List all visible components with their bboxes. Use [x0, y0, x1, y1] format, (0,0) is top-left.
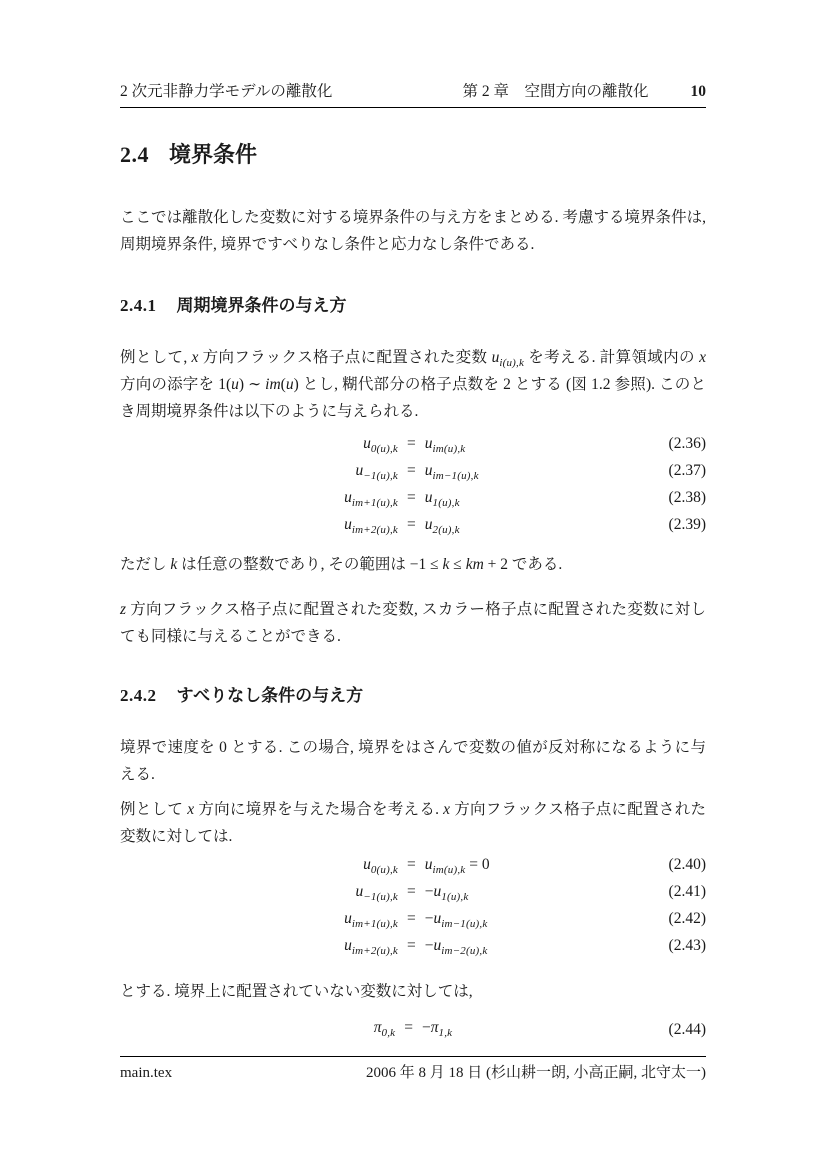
non-boundary-paragraph: とする. 境界上に配置されていない変数に対しては, [120, 983, 473, 1000]
equation-row [120, 489, 706, 516]
equation-row [120, 856, 706, 883]
equation-row [120, 937, 706, 964]
subsection-number: 2.4.1 [120, 296, 157, 315]
noslip-example-paragraph: 例として x 方向に境界を与えた場合を考える. x 方向フラックス格子点に配置された変数に対しては. [120, 801, 706, 845]
equation-rhs: $u_{im(u),k}$ [424, 435, 466, 456]
equation-lhs: $u_{im+2(u),k}$ [344, 516, 398, 537]
equation-lhs: $u_{-1(u),k}$ [355, 883, 398, 904]
subsection-number: 2.4.2 [120, 686, 157, 705]
equation-rhs: $u_{im(u),k} = 0$ [424, 856, 490, 877]
intro-paragraph: ここでは離散化した変数に対する境界条件の与え方をまとめる. 考慮する境界条件は, 周期境界条件, 境界ですべりなし条件と応力なし条件である. [120, 209, 706, 253]
equation-row [120, 883, 706, 910]
noslip-intro-paragraph: 境界で速度を 0 とする. この場合, 境界をはさんで変数の値が反対称になるように与える. [120, 739, 706, 783]
page-footer [120, 1056, 706, 1082]
equation-group-noslip [120, 856, 706, 964]
subsection-heading-noslip [120, 684, 706, 708]
equation-number: (2.43) [668, 937, 706, 954]
equation-relation: = [407, 856, 416, 873]
equation-number: (2.37) [668, 462, 706, 479]
equation-number: (2.39) [668, 516, 706, 533]
periodic-intro-paragraph: 例として, x 方向フラックス格子点に配置された変数 $u_{i(u),k}$ を考える. 計算領域内の x 方向の添字を 1(u) ∼ im(u) とし, 糊代部分の格子点数を 2 とする (図 1.2 参照). このとき周期境界条件は以下のように与えられる. [120, 349, 706, 420]
equation-rhs: $u_{1(u),k}$ [424, 489, 460, 510]
equation-number: (2.40) [668, 856, 706, 873]
equation-lhs: $u_{im+1(u),k}$ [344, 910, 398, 931]
subsection-title: すべりなし条件の与え方 [176, 686, 364, 705]
equation-number: (2.42) [668, 910, 706, 927]
equation-rhs: $-\pi_{1,k}$ [422, 1019, 453, 1040]
subsection-heading-periodic [120, 294, 706, 318]
running-head-chapter: 第 2 章 空間方向の離散化 [462, 83, 649, 100]
equation-lhs: $u_{-1(u),k}$ [355, 462, 398, 483]
equation-row [120, 516, 706, 543]
other-grids-paragraph: z 方向フラックス格子点に配置された変数, スカラー格子点に配置された変数に対しても同様に与えることができる. [120, 601, 706, 645]
page-content [120, 84, 706, 1046]
footer-filename: main.tex [120, 1065, 173, 1081]
equation-lhs: $u_{0(u),k}$ [363, 856, 398, 877]
equation-rhs: $u_{im-1(u),k}$ [424, 462, 479, 483]
section-number: 2.4 [120, 142, 149, 167]
equation-rhs: $u_{2(u),k}$ [424, 516, 460, 537]
equation-lhs: $u_{im+1(u),k}$ [344, 489, 398, 510]
equation-relation: = [407, 910, 416, 927]
subsection-title: 周期境界条件の与え方 [176, 296, 347, 315]
equation-relation: = [407, 516, 416, 533]
equation-lhs: $\pi_{0,k}$ [373, 1019, 396, 1040]
equation-relation: = [407, 937, 416, 954]
running-head-section: 2 次元非静力学モデルの離散化 [120, 83, 333, 100]
equation-rhs: $-u_{im-1(u),k}$ [424, 910, 488, 931]
footer-date-authors: 2006 年 8 月 18 日 (杉山耕一朗, 小高正嗣, 北守太一) [366, 1065, 706, 1081]
equation-rhs: $-u_{im-2(u),k}$ [424, 937, 488, 958]
equation-number: (2.41) [668, 883, 706, 900]
equation-number: (2.38) [668, 489, 706, 506]
page-number: 10 [690, 83, 706, 100]
equation-row [120, 462, 706, 489]
equation-lhs: $u_{0(u),k}$ [363, 435, 398, 456]
equation-relation: = [407, 435, 416, 452]
equation-relation: = [404, 1019, 413, 1036]
running-head [120, 84, 706, 108]
equation-relation: = [407, 883, 416, 900]
equation-rhs: $-u_{1(u),k}$ [424, 883, 469, 904]
equation-number: (2.44) [668, 1021, 706, 1038]
equation-number: (2.36) [668, 435, 706, 452]
section-heading [120, 140, 706, 170]
equation-relation: = [407, 489, 416, 506]
equation-pi [120, 1019, 706, 1046]
range-note-paragraph: ただし k は任意の整数であり, その範囲は −1 ≤ k ≤ km + 2 である. [120, 556, 563, 573]
equation-row [120, 910, 706, 937]
equation-group-periodic [120, 435, 706, 543]
equation-row [120, 435, 706, 462]
equation-lhs: $u_{im+2(u),k}$ [344, 937, 398, 958]
section-title: 境界条件 [169, 142, 258, 167]
equation-relation: = [407, 462, 416, 479]
